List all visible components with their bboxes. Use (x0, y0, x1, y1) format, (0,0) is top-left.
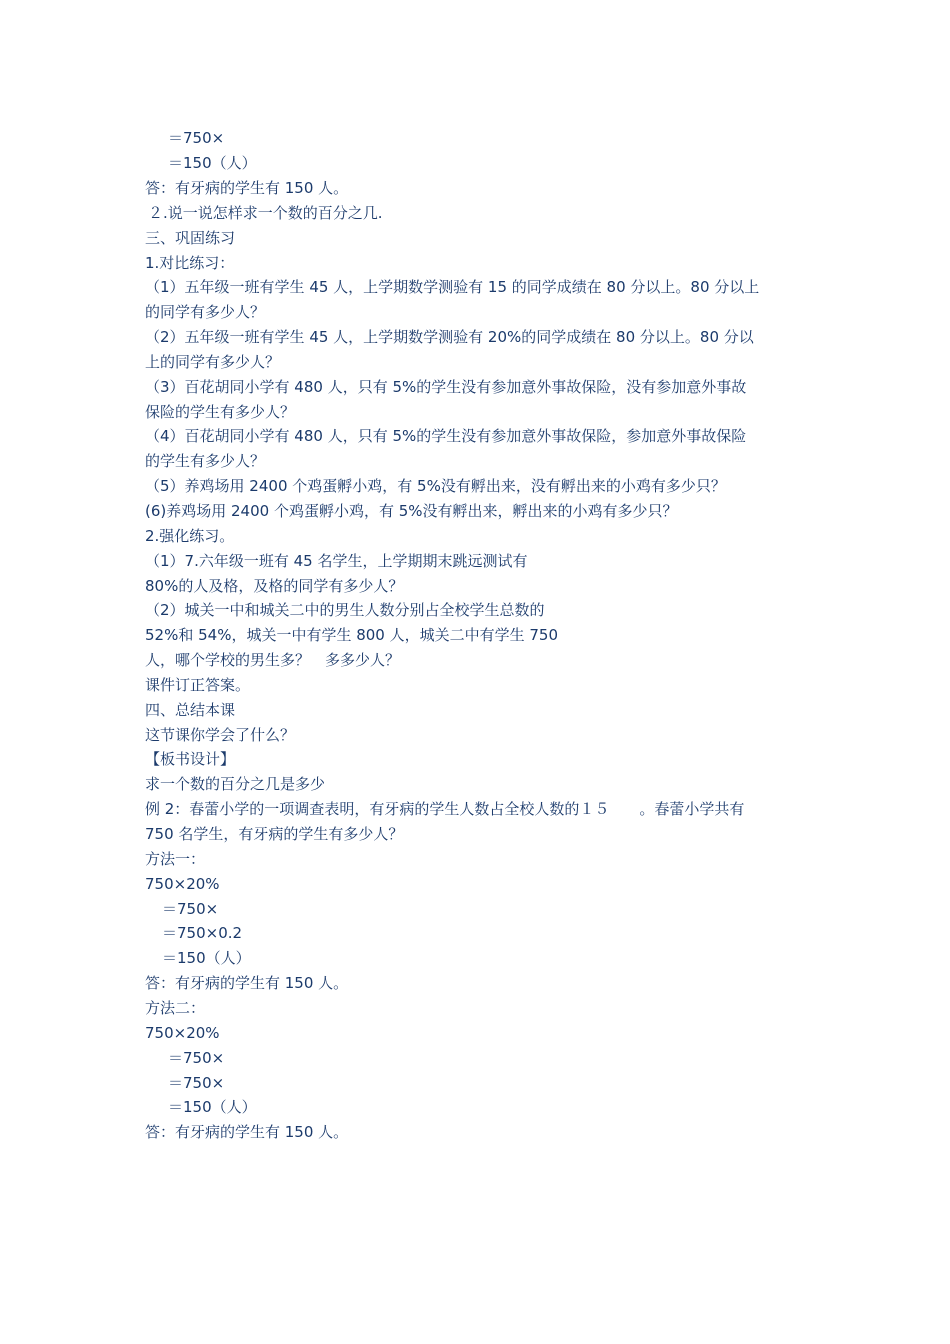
problem-line: 80%的人及格，及格的同学有多少人？ (145, 577, 404, 595)
example-line: 例 2：春蕾小学的一项调查表明，有牙病的学生人数占全校人数的１５ 。春蕾小学共有 (145, 800, 745, 818)
method-heading: 方法一： (145, 850, 206, 868)
problem-line: （2）城关一中和城关二中的男生人数分别占全校学生总数的 (145, 601, 545, 619)
answer-line: 答：有牙病的学生有 150 人。 (145, 974, 349, 992)
equation-line: ＝150（人） (168, 1098, 257, 1116)
problem-line: （3）百花胡同小学有 480 人，只有 5%的学生没有参加意外事故保险，没有参加意外事故 (145, 378, 747, 396)
subsection-heading: 1.对比练习： (145, 254, 235, 272)
problem-line: （1）7.六年级一班有 45 名学生，上学期期末跳远测试有 (145, 552, 528, 570)
equation-line: ＝750× (168, 129, 225, 147)
section-heading: 三、巩固练习 (145, 229, 236, 247)
equation-line: ＝150（人） (168, 154, 257, 172)
equation-line: ＝150（人） (162, 949, 251, 967)
answer-line: 答：有牙病的学生有 150 人。 (145, 179, 349, 197)
problem-line: (6)养鸡场用 2400 个鸡蛋孵小鸡，有 5%没有孵出来，孵出来的小鸡有多少只？ (145, 502, 678, 520)
board-design-heading: 【板书设计】 (145, 750, 236, 768)
text-line: 求一个数的百分之几是多少 (145, 775, 326, 793)
equation-line: 750×20% (145, 875, 220, 893)
problem-line: 保险的学生有多少人？ (145, 403, 296, 421)
answer-line: 答：有牙病的学生有 150 人。 (145, 1123, 349, 1141)
equation-line: ＝750× (162, 900, 219, 918)
section-heading: 四、总结本课 (145, 701, 236, 719)
problem-line: 的学生有多少人？ (145, 452, 266, 470)
problem-line: （5）养鸡场用 2400 个鸡蛋孵小鸡，有 5%没有孵出来，没有孵出来的小鸡有多少只？ (145, 477, 726, 495)
problem-line: 人，哪个学校的男生多？ 多多少人？ (145, 651, 401, 669)
text-line: 课件订正答案。 (145, 676, 251, 694)
problem-line: 52%和 54%，城关一中有学生 800 人，城关二中有学生 750 (145, 626, 559, 644)
problem-line: 的同学有多少人？ (145, 303, 266, 321)
equation-line: ＝750× (168, 1049, 225, 1067)
subsection-heading: 2.强化练习。 (145, 527, 235, 545)
problem-line: （1）五年级一班有学生 45 人，上学期数学测验有 15 的同学成绩在 80 分以上。80 分以上 (145, 278, 760, 296)
text-line: ２.说一说怎样求一个数的百分之几. (148, 204, 383, 222)
equation-line: ＝750× (168, 1074, 225, 1092)
equation-line: ＝750×0.2 (162, 924, 243, 942)
example-line: 750 名学生，有牙病的学生有多少人？ (145, 825, 404, 843)
problem-line: （4）百花胡同小学有 480 人，只有 5%的学生没有参加意外事故保险，参加意外事故保险 (145, 427, 747, 445)
equation-line: 750×20% (145, 1024, 220, 1042)
text-line: 这节课你学会了什么？ (145, 726, 296, 744)
problem-line: （2）五年级一班有学生 45 人，上学期数学测验有 20%的同学成绩在 80 分以上。80 分以 (145, 328, 754, 346)
problem-line: 上的同学有多少人？ (145, 353, 281, 371)
method-heading: 方法二： (145, 999, 206, 1017)
